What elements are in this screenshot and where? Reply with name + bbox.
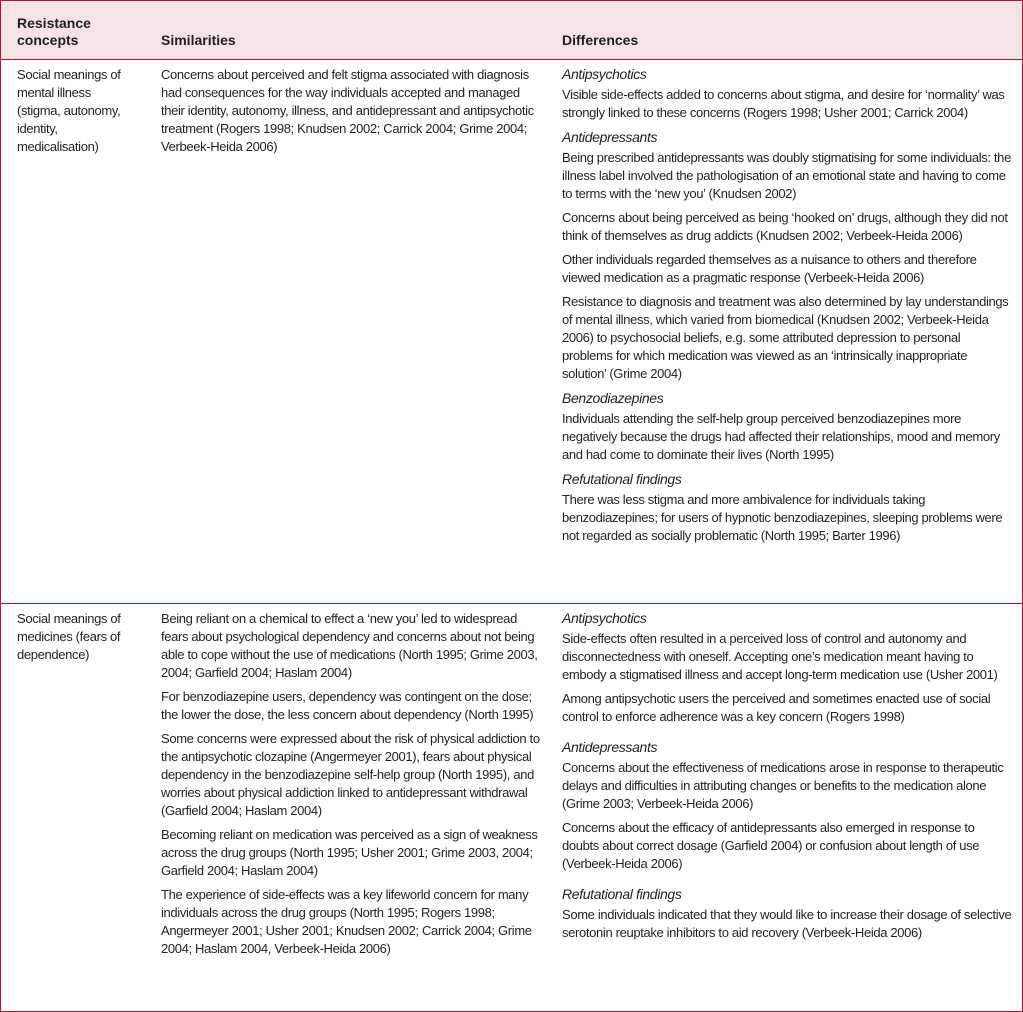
drug-group-heading: Benzodiazepines xyxy=(562,390,664,406)
header-resistance-concepts xyxy=(17,15,137,49)
header-concepts-line1: Resistance xyxy=(17,15,91,31)
similarities-cell xyxy=(161,610,541,964)
difference-item: There was less stigma and more ambivalence for individuals taking benzodiazepines; for users of hypnotic benzodiazepines, sleeping problems were not regarded as socially problematic (North 1995; Barter 1996) xyxy=(562,492,1003,543)
difference-item: Concerns about being perceived as being ‘hooked on’ drugs, although they did not think of themselves as drug addicts (Knudsen 2002; Verbeek-Heida 2006) xyxy=(562,210,1008,243)
drug-group-heading: Antidepressants xyxy=(562,739,658,755)
difference-item: Concerns about the effectiveness of medications arose in response to therapeutic delays and difficulties in attributing changes or benefits to the medication alone (Grime 2003; Verbeek-Heida 2006) xyxy=(562,760,1004,811)
difference-item: Individuals attending the self-help group perceived benzodiazepines more negatively because the drugs had affected their relationships, mood and memory and had come to dominate their lives (North 1995) xyxy=(562,411,1000,462)
drug-group-heading: Antidepressants xyxy=(562,129,658,145)
similarity-item: Concerns about perceived and felt stigma associated with diagnosis had consequences for the way individuals accepted and managed their identity, autonomy, illness, and antidepressant and antipsychotic treatment (Rogers 1998; Knudsen 2002; Carrick 2004; Grime 2004; Verbeek-Heida 2006) xyxy=(161,67,534,154)
similarity-item: Becoming reliant on medication was perceived as a sign of weakness across the drug groups (North 1995; Usher 2001; Grime 2003, 2004; Garfield 2004; Haslam 2004) xyxy=(161,827,538,878)
drug-group-heading: Antipsychotics xyxy=(562,610,647,626)
similarity-item: Being reliant on a chemical to effect a ‘new you’ led to widespread fears about psychological dependency and concerns about not being able to cope without the use of medications (North 1995; Grime 2003, 2004; Garfield 2004; Haslam 2004) xyxy=(161,611,538,680)
difference-item: Side-effects often resulted in a perceived loss of control and autonomy and disconnectedness with oneself. Accepting one’s medication meant having to embody a stigmatised illness and accept long-term medication use (Usher 2001) xyxy=(562,631,998,682)
concept-cell: Social meanings of medicines (fears of dependence) xyxy=(17,611,121,662)
differences-cell xyxy=(562,65,1014,551)
differences-cell xyxy=(562,609,1014,948)
table-header xyxy=(1,1,1022,60)
difference-item: Resistance to diagnosis and treatment was also determined by lay understandings of mental illness, which varied from biomedical (Knudsen 2002; Verbeek-Heida 2006) to psychosocial beliefs, e.g. some attributed depression to personal problems for which medication was viewed as an ‘intrinsically inappropriate solution’ (Grime 2004) xyxy=(562,294,1009,381)
table-row xyxy=(1,604,1022,1011)
difference-item: Visible side-effects added to concerns about stigma, and desire for ‘normality’ was strongly linked to these concerns (Rogers 1998; Usher 2001; Carrick 2004) xyxy=(562,87,1005,120)
header-differences: Differences xyxy=(562,32,639,48)
difference-item: Other individuals regarded themselves as a nuisance to others and therefore viewed medication as a pragmatic response (Verbeek-Heida 2006) xyxy=(562,252,977,285)
similarity-item: For benzodiazepine users, dependency was contingent on the dose; the lower the dose, the less concern about dependency (North 1995) xyxy=(161,689,534,722)
table-row xyxy=(1,60,1022,604)
header-concepts-line2: concepts xyxy=(17,32,79,48)
drug-group-heading: Antipsychotics xyxy=(562,66,647,82)
difference-item: Being prescribed antidepressants was doubly stigmatising for some individuals: the illness label involved the pathologisation of an emotional state and having to come to terms with the ‘new you’ (Knudsen 2002) xyxy=(562,150,1011,201)
header-similarities: Similarities xyxy=(161,32,236,48)
similarity-item: The experience of side-effects was a key lifeworld concern for many individuals across the drug groups (North 1995; Rogers 1998; Angermeyer 2001; Usher 2001; Knudsen 2002; Carrick 2004; Grime 2004; Haslam 2004, Verbeek-Heida 2006) xyxy=(161,887,532,956)
concept-cell: Social meanings of mental illness (stigma, autonomy, identity, medicalisation) xyxy=(17,67,121,154)
difference-item: Some individuals indicated that they would like to increase their dosage of selective serotonin reuptake inhibitors to aid recovery (Verbeek-Heida 2006) xyxy=(562,907,1012,940)
difference-item: Among antipsychotic users the perceived and sometimes enacted use of social control to enforce adherence was a key concern (Rogers 1998) xyxy=(562,691,991,724)
refutational-heading: Refutational findings xyxy=(562,886,682,902)
difference-item: Concerns about the efficacy of antidepressants also emerged in response to doubts about correct dosage (Garfield 2004) or confusion about length of use (Verbeek-Heida 2006) xyxy=(562,820,980,871)
refutational-heading: Refutational findings xyxy=(562,471,682,487)
similarities-cell xyxy=(161,66,541,162)
similarity-item: Some concerns were expressed about the risk of physical addiction to the antipsychotic clozapine (Angermeyer 2001), fears about physical dependency in the benzodiazepine self-help group (North 1995), and worries about physical addiction linked to antidepressant withdrawal (Garfield 2004; Haslam 2004) xyxy=(161,731,540,818)
